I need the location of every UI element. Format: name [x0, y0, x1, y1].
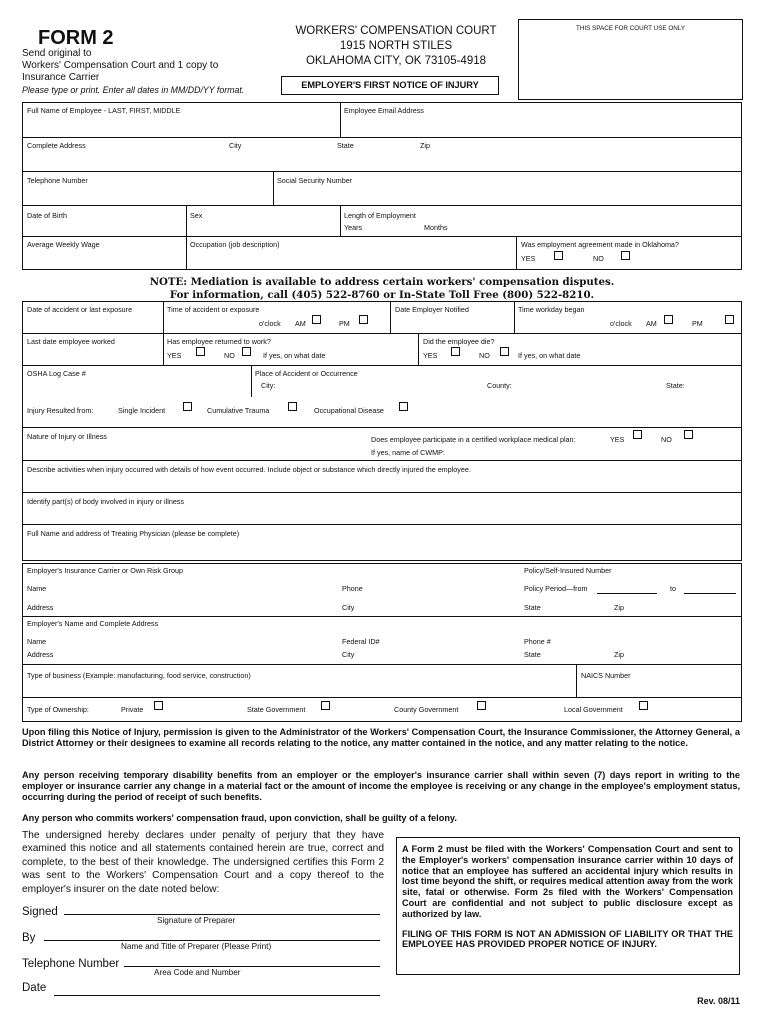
divider	[514, 301, 515, 333]
date-notified-label: Date Employer Notified	[395, 305, 469, 314]
place-city-label: City:	[261, 381, 276, 390]
returned-no-label: NO	[224, 351, 235, 360]
sex-label: Sex	[190, 211, 203, 220]
divider	[340, 205, 341, 236]
physician-field[interactable]	[24, 540, 740, 559]
form-title: FORM 2	[38, 27, 114, 49]
address-label: Complete Address	[27, 141, 86, 150]
policy-period-label: Policy Period—from	[524, 584, 588, 593]
state-gov-label: State Government	[247, 705, 306, 714]
state-gov-checkbox[interactable]	[321, 701, 330, 710]
signed-label: Signed	[22, 906, 58, 918]
employee-name-field[interactable]	[24, 117, 338, 135]
county-gov-label: County Government	[394, 705, 459, 714]
die-yes-label: YES	[423, 351, 438, 360]
divider	[390, 301, 391, 333]
occupational-label: Occupational Disease	[314, 406, 384, 415]
filing-requirements-text: A Form 2 must be filed with the Workers' Compensation Court and sent to the Employer's workers' compensation insurance carrier within 10 days of notice that an employee has suffered an accidental injury which results in lost time beyond the shift, or requires medical attention away from the work site, fatal or otherwise. Form 2s filed with the Workers' Compensation Court are confidential and not subject to public disclosure except as authorized by law.	[402, 844, 733, 919]
carrier-city-label: City	[342, 603, 355, 612]
time-workday-label: Time workday began	[518, 305, 585, 314]
divider	[22, 460, 742, 461]
accident-am-checkbox[interactable]	[312, 315, 321, 324]
place-county-label: County:	[487, 381, 512, 390]
divider	[22, 427, 742, 428]
by-label: By	[22, 932, 36, 944]
workday-am-label: AM	[646, 319, 657, 328]
local-gov-checkbox[interactable]	[639, 701, 648, 710]
telephone-label: Telephone Number	[27, 176, 88, 185]
did-die-label: Did the employee die?	[423, 337, 495, 346]
policy-from-line	[597, 593, 657, 594]
die-no-label: NO	[479, 351, 490, 360]
divider	[163, 301, 164, 365]
am-label: AM	[295, 319, 306, 328]
avg-wage-label: Average Weekly Wage	[27, 240, 100, 249]
telephone-field[interactable]	[24, 187, 271, 204]
date-line[interactable]	[54, 995, 380, 996]
plan-yes-label: YES	[610, 435, 625, 444]
physician-label: Full Name and address of Treating Physician (please be complete)	[27, 529, 240, 538]
carrier-group-label: Employer's Insurance Carrier or Own Risk Group	[27, 566, 183, 575]
divider	[418, 333, 419, 365]
policy-number-label: Policy/Self-Insured Number	[524, 566, 612, 575]
injury-resulted-label: Injury Resulted from:	[27, 406, 94, 415]
telephone-line[interactable]	[124, 966, 380, 967]
place-label: Place of Accident or Occurrence	[255, 369, 358, 378]
carrier-state-label: State	[524, 603, 541, 612]
describe-label: Describe activities when injury occurred with details of how event occurred. Include object or substance which directly injured the employee.	[27, 465, 471, 474]
divider	[22, 236, 742, 237]
divider	[22, 524, 742, 525]
workday-pm-label: PM	[692, 319, 703, 328]
dob-label: Date of Birth	[27, 211, 67, 220]
agreement-no-label: NO	[593, 254, 604, 263]
send-original-line3: Insurance Carrier	[22, 72, 100, 83]
agreement-ok-label: Was employment agreement made in Oklahoma?	[521, 240, 679, 249]
notice-title-box	[281, 76, 499, 95]
workday-pm-checkbox[interactable]	[725, 315, 734, 324]
signed-line[interactable]	[64, 914, 380, 915]
court-street: 1915 NORTH STILES	[339, 40, 453, 52]
oclock-label: o'clock	[259, 319, 281, 328]
employer-section	[22, 563, 742, 722]
time-accident-label: Time of accident or exposure	[167, 305, 260, 314]
employer-name-address-label: Employer's Name and Complete Address	[27, 619, 159, 628]
divider	[22, 664, 742, 665]
fraud-paragraph: Any person who commits workers' compensation fraud, upon conviction, shall be guilty of a felony.	[22, 813, 457, 823]
area-code-label: Area Code and Number	[154, 968, 241, 977]
divider	[22, 171, 742, 172]
years-label: Years	[344, 223, 363, 232]
osha-label: OSHA Log Case #	[27, 369, 86, 378]
address-field[interactable]	[24, 152, 740, 170]
occupational-checkbox[interactable]	[399, 402, 408, 411]
date-label: Date	[22, 982, 47, 994]
notice-title: EMPLOYER'S FIRST NOTICE OF INJURY	[301, 80, 479, 90]
state-label: State	[337, 141, 354, 150]
divider	[273, 171, 274, 205]
divider	[186, 205, 187, 270]
body-parts-label: Identify part(s) of body involved in injury or illness	[27, 497, 184, 506]
describe-field[interactable]	[24, 476, 740, 491]
last-date-worked-label: Last date employee worked	[27, 337, 115, 346]
employer-name-label: Name	[27, 637, 47, 646]
carrier-zip-label: Zip	[614, 603, 624, 612]
nature-label: Nature of Injury or Illness	[27, 432, 107, 441]
months-label: Months	[424, 223, 448, 232]
employer-phone-label: Phone #	[524, 637, 551, 646]
divider	[251, 365, 252, 397]
private-label: Private	[121, 705, 144, 714]
divider	[22, 137, 742, 138]
employer-city-label: City	[342, 650, 355, 659]
mediation-note-line2: For information, call (405) 522-8760 or In-State Toll Free (800) 522-8210.	[169, 289, 595, 301]
single-incident-label: Single Incident	[118, 406, 166, 415]
returned-yes-label: YES	[167, 351, 182, 360]
divider	[576, 664, 577, 697]
divider	[22, 697, 742, 698]
divider	[340, 102, 341, 137]
employee-email-field[interactable]	[342, 117, 740, 135]
filing-requirements-box	[396, 837, 740, 975]
accident-pm-checkbox[interactable]	[359, 315, 368, 324]
city-label: City	[229, 141, 242, 150]
divider	[22, 492, 742, 493]
ssn-label: Social Security Number	[277, 176, 353, 185]
die-no-checkbox[interactable]	[500, 347, 509, 356]
mediation-note-line1: NOTE: Mediation is available to address certain workers' compensation disputes.	[149, 276, 615, 288]
private-checkbox[interactable]	[154, 701, 163, 710]
date-accident-label: Date of accident or last exposure	[27, 305, 133, 314]
carrier-address-label: Address	[27, 603, 54, 612]
plan-yes-checkbox[interactable]	[633, 430, 642, 439]
workday-am-checkbox[interactable]	[664, 315, 673, 324]
policy-to-line	[684, 593, 736, 594]
plan-no-checkbox[interactable]	[684, 430, 693, 439]
liability-disclaimer: FILING OF THIS FORM IS NOT AN ADMISSION OF LIABILITY OR THAT THE EMPLOYEE HAS PROVIDED PROPER NOTICE OF INJURY.	[402, 928, 733, 950]
carrier-name-label: Name	[27, 584, 47, 593]
cumulative-label: Cumulative Trauma	[207, 406, 270, 415]
employer-zip-label: Zip	[614, 650, 624, 659]
cwmp-label: If yes, name of CWMP:	[371, 448, 445, 457]
cumulative-checkbox[interactable]	[288, 402, 297, 411]
naics-label: NAICS Number	[581, 671, 631, 680]
revision-label: Rev. 08/11	[697, 996, 740, 1006]
die-yes-checkbox[interactable]	[451, 347, 460, 356]
divider	[22, 616, 742, 617]
plan-no-label: NO	[661, 435, 672, 444]
place-state-label: State:	[666, 381, 685, 390]
body-parts-field[interactable]	[24, 508, 740, 523]
declaration-paragraph: The undersigned hereby declares under penalty of perjury that they have examined this notice and all statements contained herein are true, correct and complete, to the best of their knowledge. The undersigned certifies this Form 2 was sent to the Workers' Compensation Court and a copy thereof to the employer's insurer on the date noted below:	[22, 830, 384, 895]
returned-work-label: Has employee returned to work?	[167, 337, 271, 346]
single-incident-checkbox[interactable]	[183, 402, 192, 411]
agreement-no-checkbox[interactable]	[621, 251, 630, 260]
policy-to-label: to	[670, 584, 676, 593]
name-title-label: Name and Title of Preparer (Please Print)	[121, 942, 272, 951]
divider	[22, 365, 742, 366]
court-name: WORKERS' COMPENSATION COURT	[295, 25, 497, 37]
send-original-line2: Workers' Compensation Court and 1 copy to	[22, 60, 219, 71]
by-line[interactable]	[44, 940, 380, 941]
type-print-instructions: Please type or print. Enter all dates in MM/DD/YY format.	[22, 85, 245, 95]
pm-label: PM	[339, 319, 350, 328]
federal-id-label: Federal ID#	[342, 637, 380, 646]
certified-plan-label: Does employee participate in a certified workplace medical plan:	[371, 435, 576, 444]
business-type-label: Type of business (Example: manufacturing, food service, construction)	[27, 671, 251, 680]
workday-oclock-label: o'clock	[610, 319, 632, 328]
divider	[516, 236, 517, 270]
local-gov-label: Local Government	[564, 705, 623, 714]
permission-paragraph: Upon filing this Notice of Injury, permission is given to the Administrator of the Workers' Compensation Court, the Insurance Commissioner, the Attorney General, a District Attorney or their designees to examine all records relating to the notice, any matter contained in the notice, and any matter relating to the notice.	[22, 727, 740, 748]
signature-of-preparer-label: Signature of Preparer	[157, 916, 236, 925]
occupation-label: Occupation (job description)	[190, 240, 280, 249]
returned-date-label: If yes, on what date	[263, 351, 326, 360]
ssn-field[interactable]	[275, 187, 740, 204]
court-city: OKLAHOMA CITY, OK 73105-4918	[305, 55, 487, 67]
returned-yes-checkbox[interactable]	[196, 347, 205, 356]
agreement-yes-checkbox[interactable]	[554, 251, 563, 260]
benefits-paragraph: Any person receiving temporary disability benefits from an employer or the employer's insurance carrier shall within seven (7) days report in writing to the employer or insurance carrier any change in a material fact or the amount of income the employee is receiving or any change in the employee's employment status, occurring during the period of receipt of such benefits.	[22, 770, 740, 802]
employee-name-label: Full Name of Employee - LAST, FIRST, MIDDLE	[27, 106, 181, 115]
telephone-sig-label: Telephone Number	[22, 958, 120, 970]
employee-email-label: Employee Email Address	[344, 106, 424, 115]
length-employment-label: Length of Employment	[344, 211, 416, 220]
die-date-label: If yes, on what date	[518, 351, 581, 360]
zip-label: Zip	[420, 141, 430, 150]
ownership-label: Type of Ownership:	[27, 705, 89, 714]
returned-no-checkbox[interactable]	[242, 347, 251, 356]
send-original-line1: Send original to	[22, 48, 92, 59]
divider	[22, 205, 742, 206]
employer-address-label: Address	[27, 650, 54, 659]
county-gov-checkbox[interactable]	[477, 701, 486, 710]
agreement-yes-label: YES	[521, 254, 536, 263]
court-use-label: THIS SPACE FOR COURT USE ONLY	[575, 25, 686, 32]
carrier-phone-label: Phone	[342, 584, 363, 593]
employer-state-label: State	[524, 650, 541, 659]
divider	[22, 333, 742, 334]
